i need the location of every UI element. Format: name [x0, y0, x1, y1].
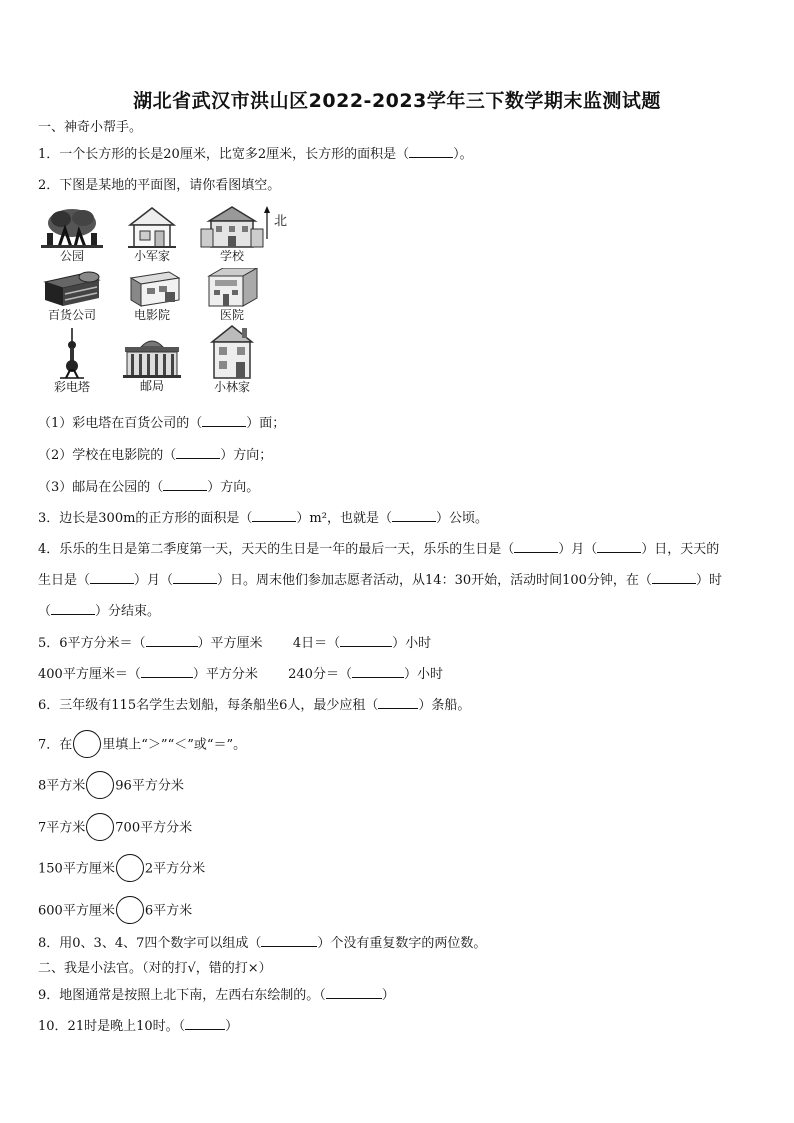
question-5-line-2: 400平方厘米＝（ ）平方分米 240分＝（ ）小时: [38, 664, 443, 685]
map-label-xiaolin-home: 小林家: [213, 380, 250, 394]
answer-blank[interactable]: [163, 477, 207, 491]
question-2-3: （3）邮局在公园的（ ）方向。: [38, 477, 259, 498]
question-7-item-4: 600平方厘米 6平方米: [38, 897, 192, 925]
answer-blank[interactable]: [261, 933, 317, 947]
answer-blank[interactable]: [176, 445, 220, 459]
cinema-icon: [121, 268, 183, 308]
question-1: 1．一个长方形的长是20厘米，比宽多2厘米，长方形的面积是（ ）。: [38, 144, 473, 165]
map-cell-xiaojun-home: [112, 205, 192, 263]
question-7: 7．在 里填上“＞”“＜”或“＝”。: [38, 731, 246, 759]
map-cell-park: [32, 205, 112, 263]
question-9: 9．地图通常是按照上北下南，左西右东绘制的。（ ）: [38, 985, 395, 1006]
answer-blank[interactable]: [202, 413, 246, 427]
answer-blank[interactable]: [409, 144, 453, 158]
answer-blank[interactable]: [326, 985, 382, 999]
compare-circle[interactable]: [116, 854, 144, 882]
map-cell-department-store: [32, 268, 112, 322]
section-1-heading: 一、神奇小帮手。: [38, 120, 143, 135]
answer-blank[interactable]: [90, 570, 134, 584]
tv-tower-icon: [52, 328, 92, 380]
map-label-park: 公园: [59, 249, 84, 263]
compare-circle[interactable]: [86, 813, 114, 841]
department-store-icon: [41, 268, 103, 308]
answer-blank[interactable]: [252, 508, 296, 522]
map-label-xiaojun-home: 小军家: [133, 249, 170, 263]
question-7-item-1: 8平方米 96平方分米: [38, 772, 184, 800]
question-3: 3．边长是300m的正方形的面积是（ ）m²，也就是（ ）公顷。: [38, 508, 488, 529]
question-2-1: （1）彩电塔在百货公司的（ ）面；: [38, 413, 285, 434]
answer-blank[interactable]: [597, 539, 641, 553]
question-8: 8．用0、3、4、7四个数字可以组成（ ）个没有重复数字的两位数。: [38, 933, 486, 954]
map-cell-xiaolin-home: [192, 324, 272, 394]
compare-circle[interactable]: [116, 896, 144, 924]
question-4-line-1: 4．乐乐的生日是第二季度第一天，天天的生日是一年的最后一天，乐乐的生日是（ ）月（ ）日，天天的: [38, 539, 719, 560]
answer-blank[interactable]: [173, 570, 217, 584]
school-icon: [199, 205, 265, 249]
compare-circle-icon: [73, 730, 101, 758]
map-label-post-office: 邮局: [139, 379, 164, 393]
question-7-item-3: 150平方厘米 2平方分米: [38, 855, 205, 883]
compare-circle[interactable]: [86, 771, 114, 799]
map-label-hospital: 医院: [219, 308, 244, 322]
north-indicator: [262, 206, 288, 244]
answer-blank[interactable]: [146, 633, 198, 647]
answer-blank[interactable]: [378, 695, 418, 709]
north-label: 北: [274, 214, 288, 229]
map-label-department-store: 百货公司: [47, 308, 96, 322]
question-4-line-2: 生日是（ ）月（ ）日。周末他们参加志愿者活动，从14：30开始，活动时间100分钟，在（ ）时: [38, 570, 722, 591]
question-2: 2．下图是某地的平面图，请你看图填空。: [38, 178, 281, 193]
map-label-cinema: 电影院: [133, 308, 170, 322]
question-5-line-1: 5．6平方分米＝（ ）平方厘米 4日＝（ ）小时: [38, 633, 431, 654]
map-cell-tv-tower: [32, 328, 112, 394]
house-icon: [202, 324, 262, 380]
answer-blank[interactable]: [340, 633, 392, 647]
answer-blank[interactable]: [51, 601, 95, 615]
question-7-item-2: 7平方米 700平方分米: [38, 814, 192, 842]
answer-blank[interactable]: [392, 508, 436, 522]
question-2-2: （2）学校在电影院的（ ）方向；: [38, 445, 272, 466]
answer-blank[interactable]: [141, 664, 193, 678]
question-6: 6．三年级有115名学生去划船，每条船坐6人，最少应租（ ）条船。: [38, 695, 470, 716]
answer-blank[interactable]: [185, 1016, 225, 1030]
question-4-line-3: （ ）分结束。: [38, 601, 160, 622]
answer-blank[interactable]: [352, 664, 404, 678]
map-cell-post-office: [112, 333, 192, 393]
map-label-school: 学校: [219, 249, 244, 263]
question-10: 10．21时是晚上10时。（ ）: [38, 1016, 238, 1037]
map-cell-hospital: [192, 268, 272, 322]
house-icon: [122, 205, 182, 249]
answer-blank[interactable]: [652, 570, 696, 584]
post-office-icon: [119, 333, 185, 379]
map-cell-school: [192, 205, 272, 263]
page-title: 湖北省武汉市洪山区2022-2023学年三下数学期末监测试题: [133, 90, 661, 112]
hospital-icon: [201, 268, 263, 308]
answer-blank[interactable]: [514, 539, 558, 553]
park-icon: [39, 205, 105, 249]
north-arrow-icon: [262, 206, 272, 240]
map-label-tv-tower: 彩电塔: [53, 380, 90, 394]
map-cell-cinema: [112, 268, 192, 322]
section-2-heading: 二、我是小法官。（对的打√，错的打×）: [38, 961, 272, 976]
